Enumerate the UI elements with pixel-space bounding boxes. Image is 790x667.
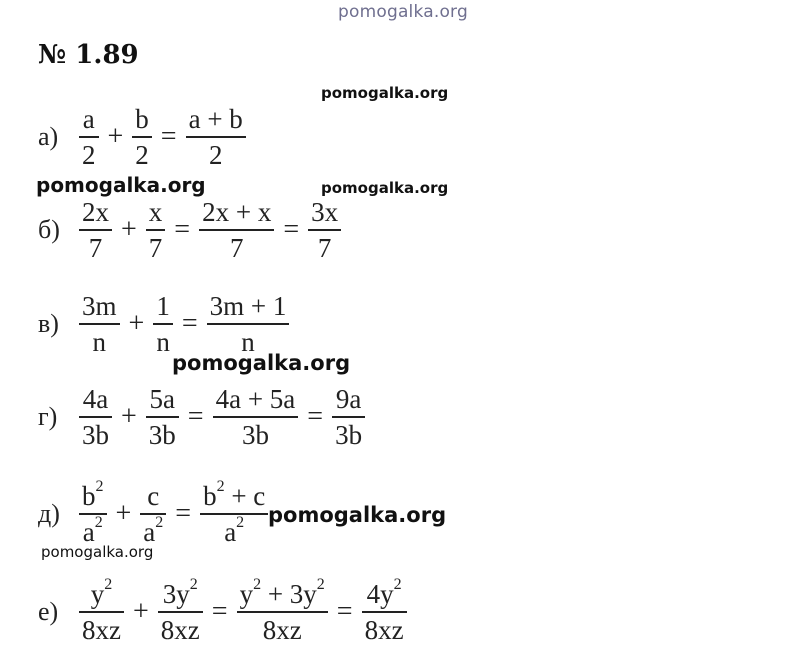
base: 3y [162,579,190,609]
numerator: 3m + 1 [209,291,287,321]
numerator-rest: + c [224,481,266,511]
denominator: n [156,327,170,357]
equals-sign: = [336,596,353,627]
plus-sign: + [107,121,124,152]
denominator: n [241,327,255,357]
base: a [143,517,156,547]
row-label: д) [38,499,60,528]
base: y [239,579,254,609]
exponent: 2 [393,576,402,593]
equals-sign: = [211,596,228,627]
base: y [90,579,105,609]
watermark-top: pomogalka.org [338,2,468,22]
denominator: 8xz [82,615,121,645]
base: a [224,517,237,547]
denominator: n [92,327,106,357]
denominator: 2 [208,140,223,170]
fraction [362,577,407,647]
fraction [213,382,299,452]
plus-sign: + [128,308,145,339]
watermark: pomogalka.org [321,84,449,102]
row-label: г) [38,402,58,431]
fraction [332,382,365,452]
numerator: a + b [188,104,243,134]
equals-sign: = [160,121,177,152]
exponent: 2 [216,478,225,495]
equation-row-d [38,474,271,554]
numerator [160,577,201,611]
base: 4y [366,579,394,609]
fraction [186,102,246,172]
denominator: 3b [148,420,176,450]
exponent: 2 [236,514,245,531]
fraction [140,479,166,549]
fraction [79,289,120,359]
watermark: pomogalka.org [321,179,449,197]
denominator: 3b [335,420,363,450]
base: a [82,517,95,547]
denominator: 8xz [262,615,302,645]
exponent: 2 [189,576,198,593]
numerator: 3m [82,291,117,321]
equation-row-g [38,377,368,457]
fraction [79,577,124,647]
numerator: x [148,197,163,227]
denominator: 3b [82,420,109,450]
denominator [80,515,106,549]
equation-row-b [38,190,344,270]
numerator: 2x + x [202,197,272,227]
fraction [207,289,290,359]
numerator [88,577,116,611]
numerator: 9a [335,384,362,414]
denominator: 3b [241,420,269,450]
fraction [79,479,107,549]
exponent: 2 [95,478,104,495]
base: b [82,481,96,511]
numerator-rest: + 3y [261,579,317,609]
denominator: 7 [88,233,103,263]
numerator: c [147,481,160,511]
fraction [146,195,166,265]
denominator: 7 [317,233,332,263]
denominator: 7 [229,233,244,263]
equation-row-v [38,284,292,364]
row-label: е) [38,597,59,626]
numerator: 2x [82,197,109,227]
fraction [79,382,112,452]
problem-number: № 1.89 [38,40,139,70]
equals-sign: = [175,498,192,529]
denominator: 7 [148,233,163,263]
watermark: pomogalka.org [268,503,447,527]
fraction [79,102,99,172]
exponent: 2 [155,514,164,531]
plus-sign: + [132,596,149,627]
fraction [153,289,173,359]
equals-sign: = [174,214,191,245]
base: b [203,481,217,511]
fraction [199,195,274,265]
numerator [79,479,107,513]
denominator: 2 [82,140,96,170]
fraction [79,195,112,265]
numerator [364,577,405,611]
numerator: a [82,104,95,134]
exponent: 2 [104,576,113,593]
fraction [237,577,328,647]
equals-sign: = [307,401,324,432]
watermark: pomogalka.org [172,351,351,375]
numerator: 3x [311,197,339,227]
plus-sign: + [115,498,132,529]
row-label: а) [38,122,59,151]
watermark: pomogalka.org [36,173,206,197]
plus-sign: + [121,401,137,432]
numerator: 1 [156,291,170,321]
equals-sign: = [181,308,198,339]
equals-sign: = [283,214,300,245]
fraction [200,479,268,549]
fraction [158,577,203,647]
numerator: 4a [82,384,109,414]
numerator: 4a + 5a [215,384,296,414]
numerator [237,577,328,611]
equals-sign: = [187,401,204,432]
fraction [146,382,179,452]
exponent: 2 [253,576,262,593]
equation-row-a [38,97,249,177]
numerator [200,479,268,513]
fraction [308,195,341,265]
denominator: 8xz [364,615,404,645]
equation-row-e [38,572,410,652]
row-label: б) [38,215,60,244]
plus-sign: + [121,214,137,245]
watermark: pomogalka.org [41,543,154,561]
denominator: 2 [135,140,149,170]
row-label: в) [38,309,59,338]
denominator: 8xz [160,615,200,645]
exponent: 2 [94,514,103,531]
numerator: 5a [149,384,176,414]
exponent: 2 [316,576,325,593]
denominator [221,515,247,549]
fraction [132,102,152,172]
denominator [140,515,166,549]
numerator: b [135,104,149,134]
